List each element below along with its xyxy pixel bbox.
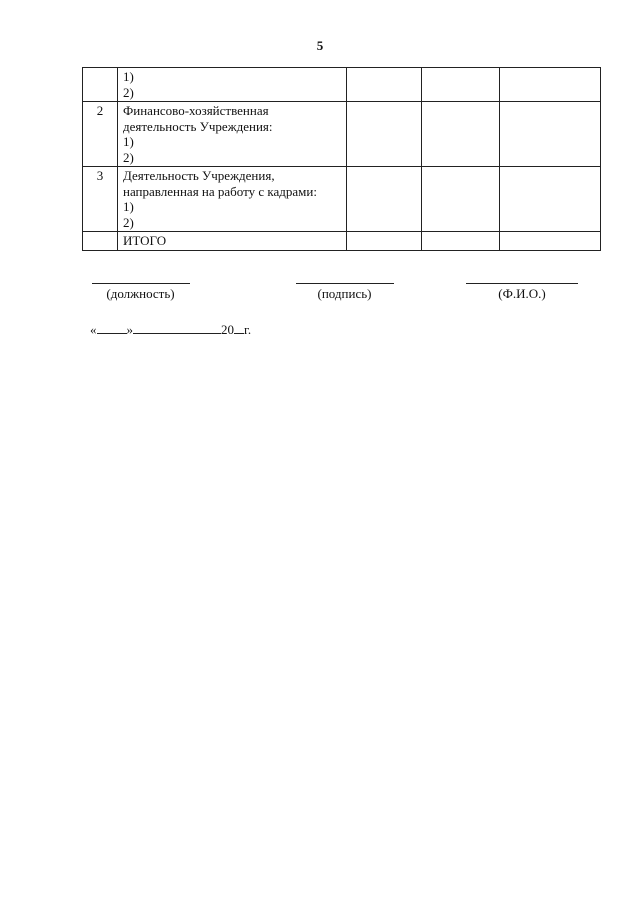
table-row-total	[83, 232, 601, 251]
row-line: 1)	[123, 69, 134, 84]
empty-cell	[347, 232, 422, 251]
name-label: (Ф.И.О.)	[498, 286, 546, 301]
row-line: Деятельность Учреждения,	[123, 168, 275, 183]
empty-cell	[422, 232, 500, 251]
date-line	[90, 322, 251, 338]
row-line: 1)	[123, 199, 134, 214]
position-blank-line	[92, 283, 190, 284]
row-number	[83, 232, 118, 251]
date-open-quote: «	[90, 322, 97, 337]
row-line: 2)	[123, 149, 134, 165]
row-line: направленная на работу с кадрами:	[123, 183, 317, 199]
row-line: 1)	[123, 134, 134, 149]
row-number	[83, 68, 118, 102]
report-table	[82, 67, 601, 251]
signature-blank-line	[296, 283, 394, 284]
total-label	[118, 232, 347, 251]
row-line: Финансово-хозяйственная	[123, 103, 269, 118]
row-description	[118, 167, 347, 232]
row-description	[118, 68, 347, 102]
page-number: 5	[316, 38, 324, 53]
empty-cell	[422, 68, 500, 102]
row-line: деятельность Учреждения:	[123, 118, 273, 134]
empty-cell	[347, 167, 422, 232]
row-number: 2	[83, 102, 118, 167]
row-line: ИТОГО	[123, 233, 167, 248]
day-blank	[97, 323, 127, 334]
empty-cell	[347, 68, 422, 102]
empty-cell	[347, 102, 422, 167]
empty-cell	[422, 102, 500, 167]
empty-cell	[500, 102, 601, 167]
name-signature-block	[464, 283, 580, 302]
date-close-quote: »	[126, 322, 133, 337]
table-row	[83, 68, 601, 102]
row-line: 2)	[123, 214, 134, 230]
empty-cell	[500, 232, 601, 251]
position-signature-block	[88, 283, 193, 302]
empty-cell	[500, 68, 601, 102]
position-label: (должность)	[106, 286, 175, 301]
row-description	[118, 102, 347, 167]
year-blank	[234, 323, 244, 334]
month-blank	[133, 323, 221, 334]
row-number: 3	[83, 167, 118, 232]
year-suffix: г.	[244, 322, 252, 337]
signature-block	[292, 283, 397, 302]
year-prefix: 20	[221, 322, 234, 337]
table-row	[83, 167, 601, 232]
row-line: 2)	[123, 84, 134, 100]
name-blank-line	[466, 283, 578, 284]
empty-cell	[422, 167, 500, 232]
table-row	[83, 102, 601, 167]
signature-label: (подпись)	[317, 286, 372, 301]
empty-cell	[500, 167, 601, 232]
